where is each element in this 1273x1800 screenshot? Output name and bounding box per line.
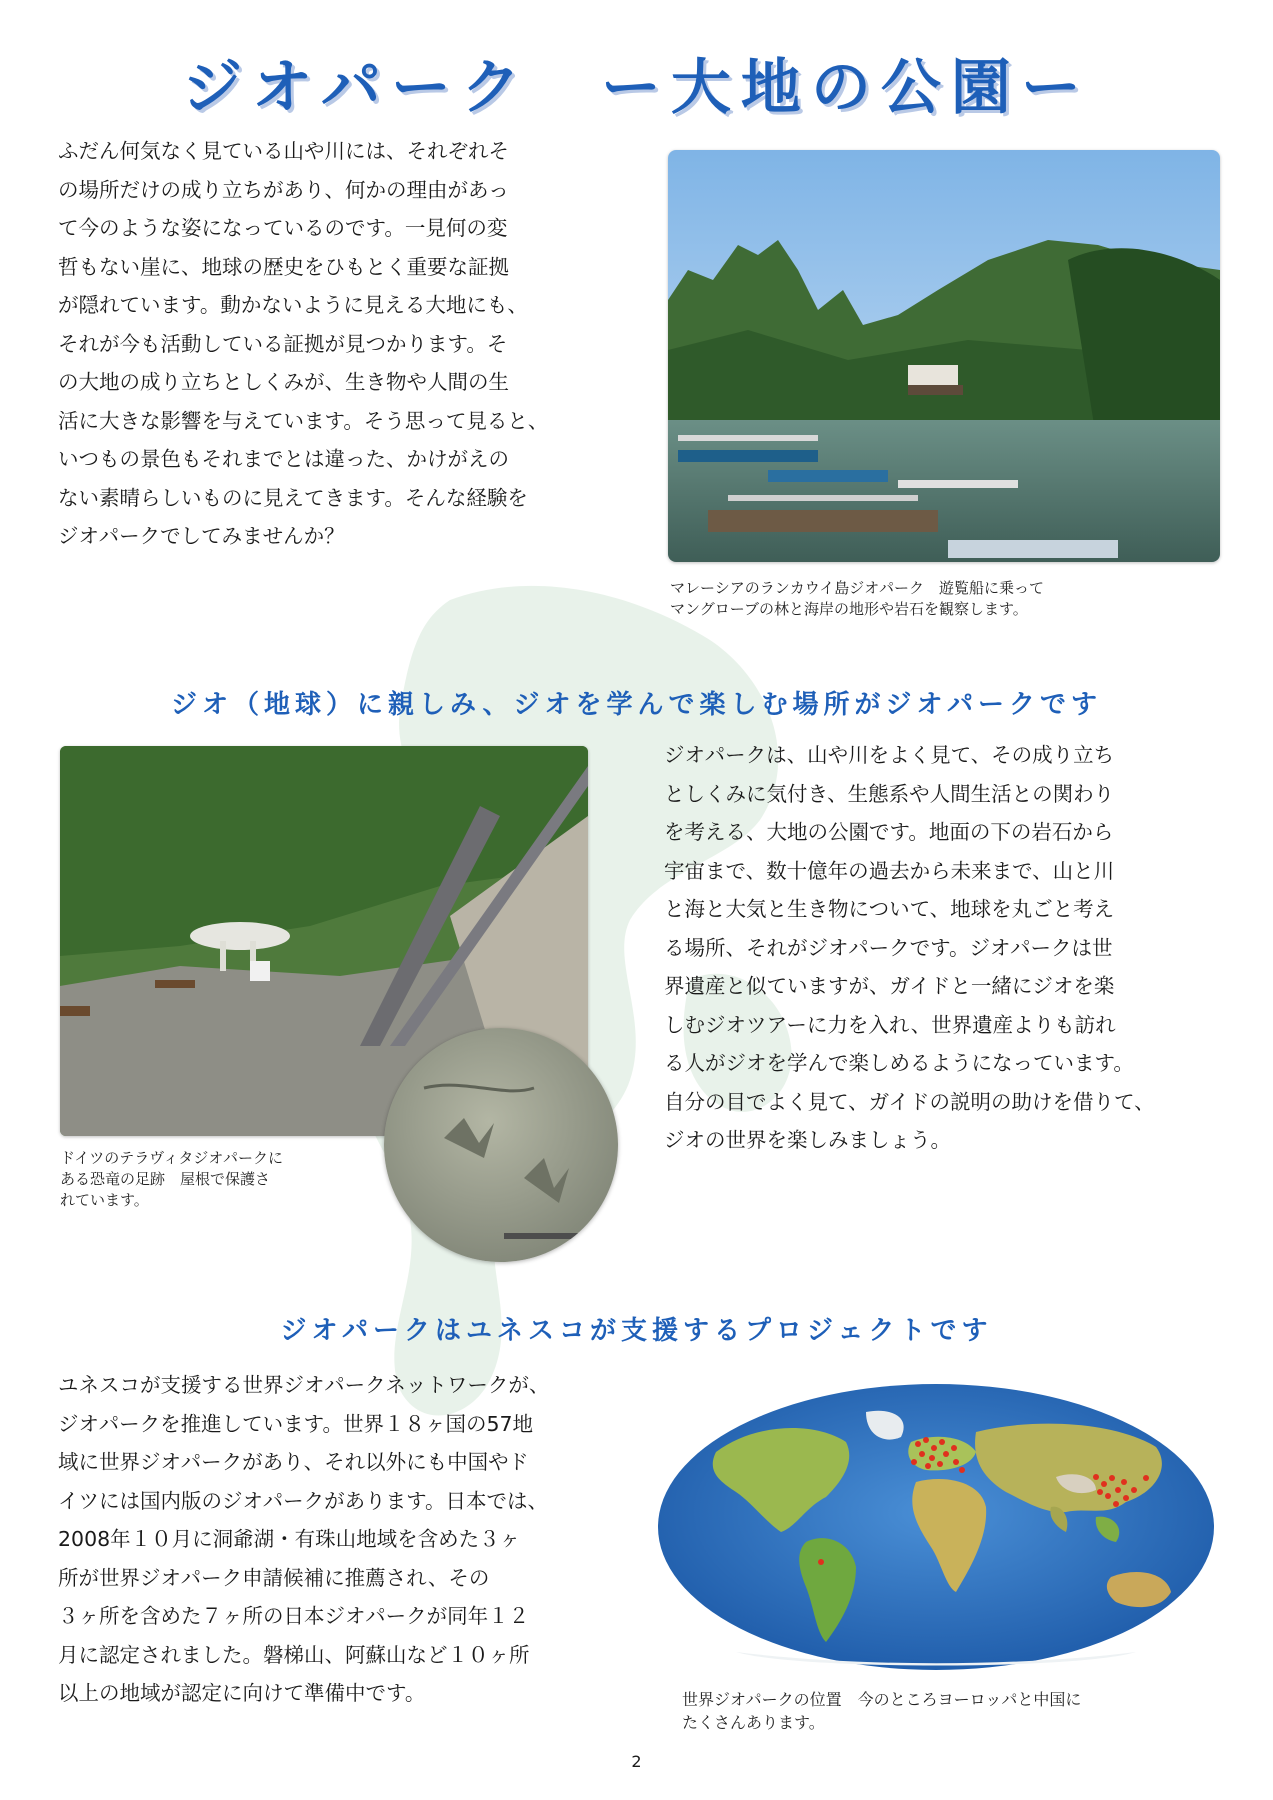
langkawi-scene-illustration: [668, 150, 1220, 562]
page-title: ジオパーク ー大地の公園ー: [182, 53, 1091, 123]
caption-langkawi: マレーシアのランカウイ島ジオパーク 遊覧船に乗って マングローブの林と海岸の地形や岩石を観察します。: [670, 579, 1044, 618]
world-map-illustration: [656, 1382, 1216, 1672]
caption-terra-vita: ドイツのテラヴィタジオパークに ある恐竜の足跡 屋根で保護さ れています。: [60, 1149, 284, 1209]
world-geopark-map: [656, 1382, 1216, 1672]
section3-paragraph: ユネスコが支援する世界ジオパークネットワークが、 ジオパークを推進しています。世界１８ヶ国の57地 域に世界ジオパークがあり、それ以外にも中国やド イツには国内版のジオパークがあります。日本では、 2008年１０月に洞爺湖・有珠山地域を含めた３ヶ 所が世界ジオパーク申請候補に推薦され、その ３ヶ所を含めた７ヶ所の日本ジオパークが同年１２ 月に認定されました。磐梯山、阿蘇山など１０ヶ所 以上の地域が認定に向けて準備中です。: [58, 1373, 550, 1705]
page-number: 2: [631, 1752, 642, 1771]
photo-langkawi-boats: [668, 150, 1220, 562]
caption-world-map: 世界ジオパークの位置 今のところヨーロッパと中国に たくさんあります。: [682, 1690, 1082, 1732]
section2-paragraph: ジオパークは、山や川をよく見て、その成り立ち としくみに気付き、生態系や人間生活との関わり を考える、大地の公園です。地面の下の岩石から 宇宙まで、数十億年の過去から未来まで、山と川 と海と大気と生き物について、地球を丸ごと考え る場所、それがジオパークです。ジオパークは世 界遺産と似ていますが、ガイドと一緒にジオを楽 しむジオツアーに力を入れ、世界遺産よりも訪れ る人がジオを学んで楽しめるようになっています。 自分の目でよく見て、ガイドの説明の助けを借りて、 ジオの世界を楽しみましょう。: [664, 743, 1155, 1152]
footprint-closeup-circle: [384, 1028, 618, 1262]
intro-paragraph: ふだん何気なく見ている山や川には、それぞれそ の場所だけの成り立ちがあり、何かの理由があっ て今のような姿になっているのです。一見何の変 哲もない崖に、地球の歴史をひもとく重要な証拠 が隠れています。動かないように見える大地にも、 それが今も活動している証拠が見つかります。そ の大地の成り立ちとしくみが、生き物や人間の生 活に大きな影響を与えています。そう思って見ると、 いつもの景色もそれまでとは違った、かけがえの ない素晴らしいものに見えてきます。そんな経験を ジオパークでしてみませんか？: [58, 139, 549, 548]
section-heading-unesco: ジオパークはユネスコが支援するプロジェクトです: [280, 1316, 993, 1346]
section-heading-geo-play: ジオ（地球）に親しみ、ジオを学んで楽しむ場所がジオパークです: [170, 690, 1103, 720]
footprint-rock-illustration: [384, 1028, 618, 1262]
